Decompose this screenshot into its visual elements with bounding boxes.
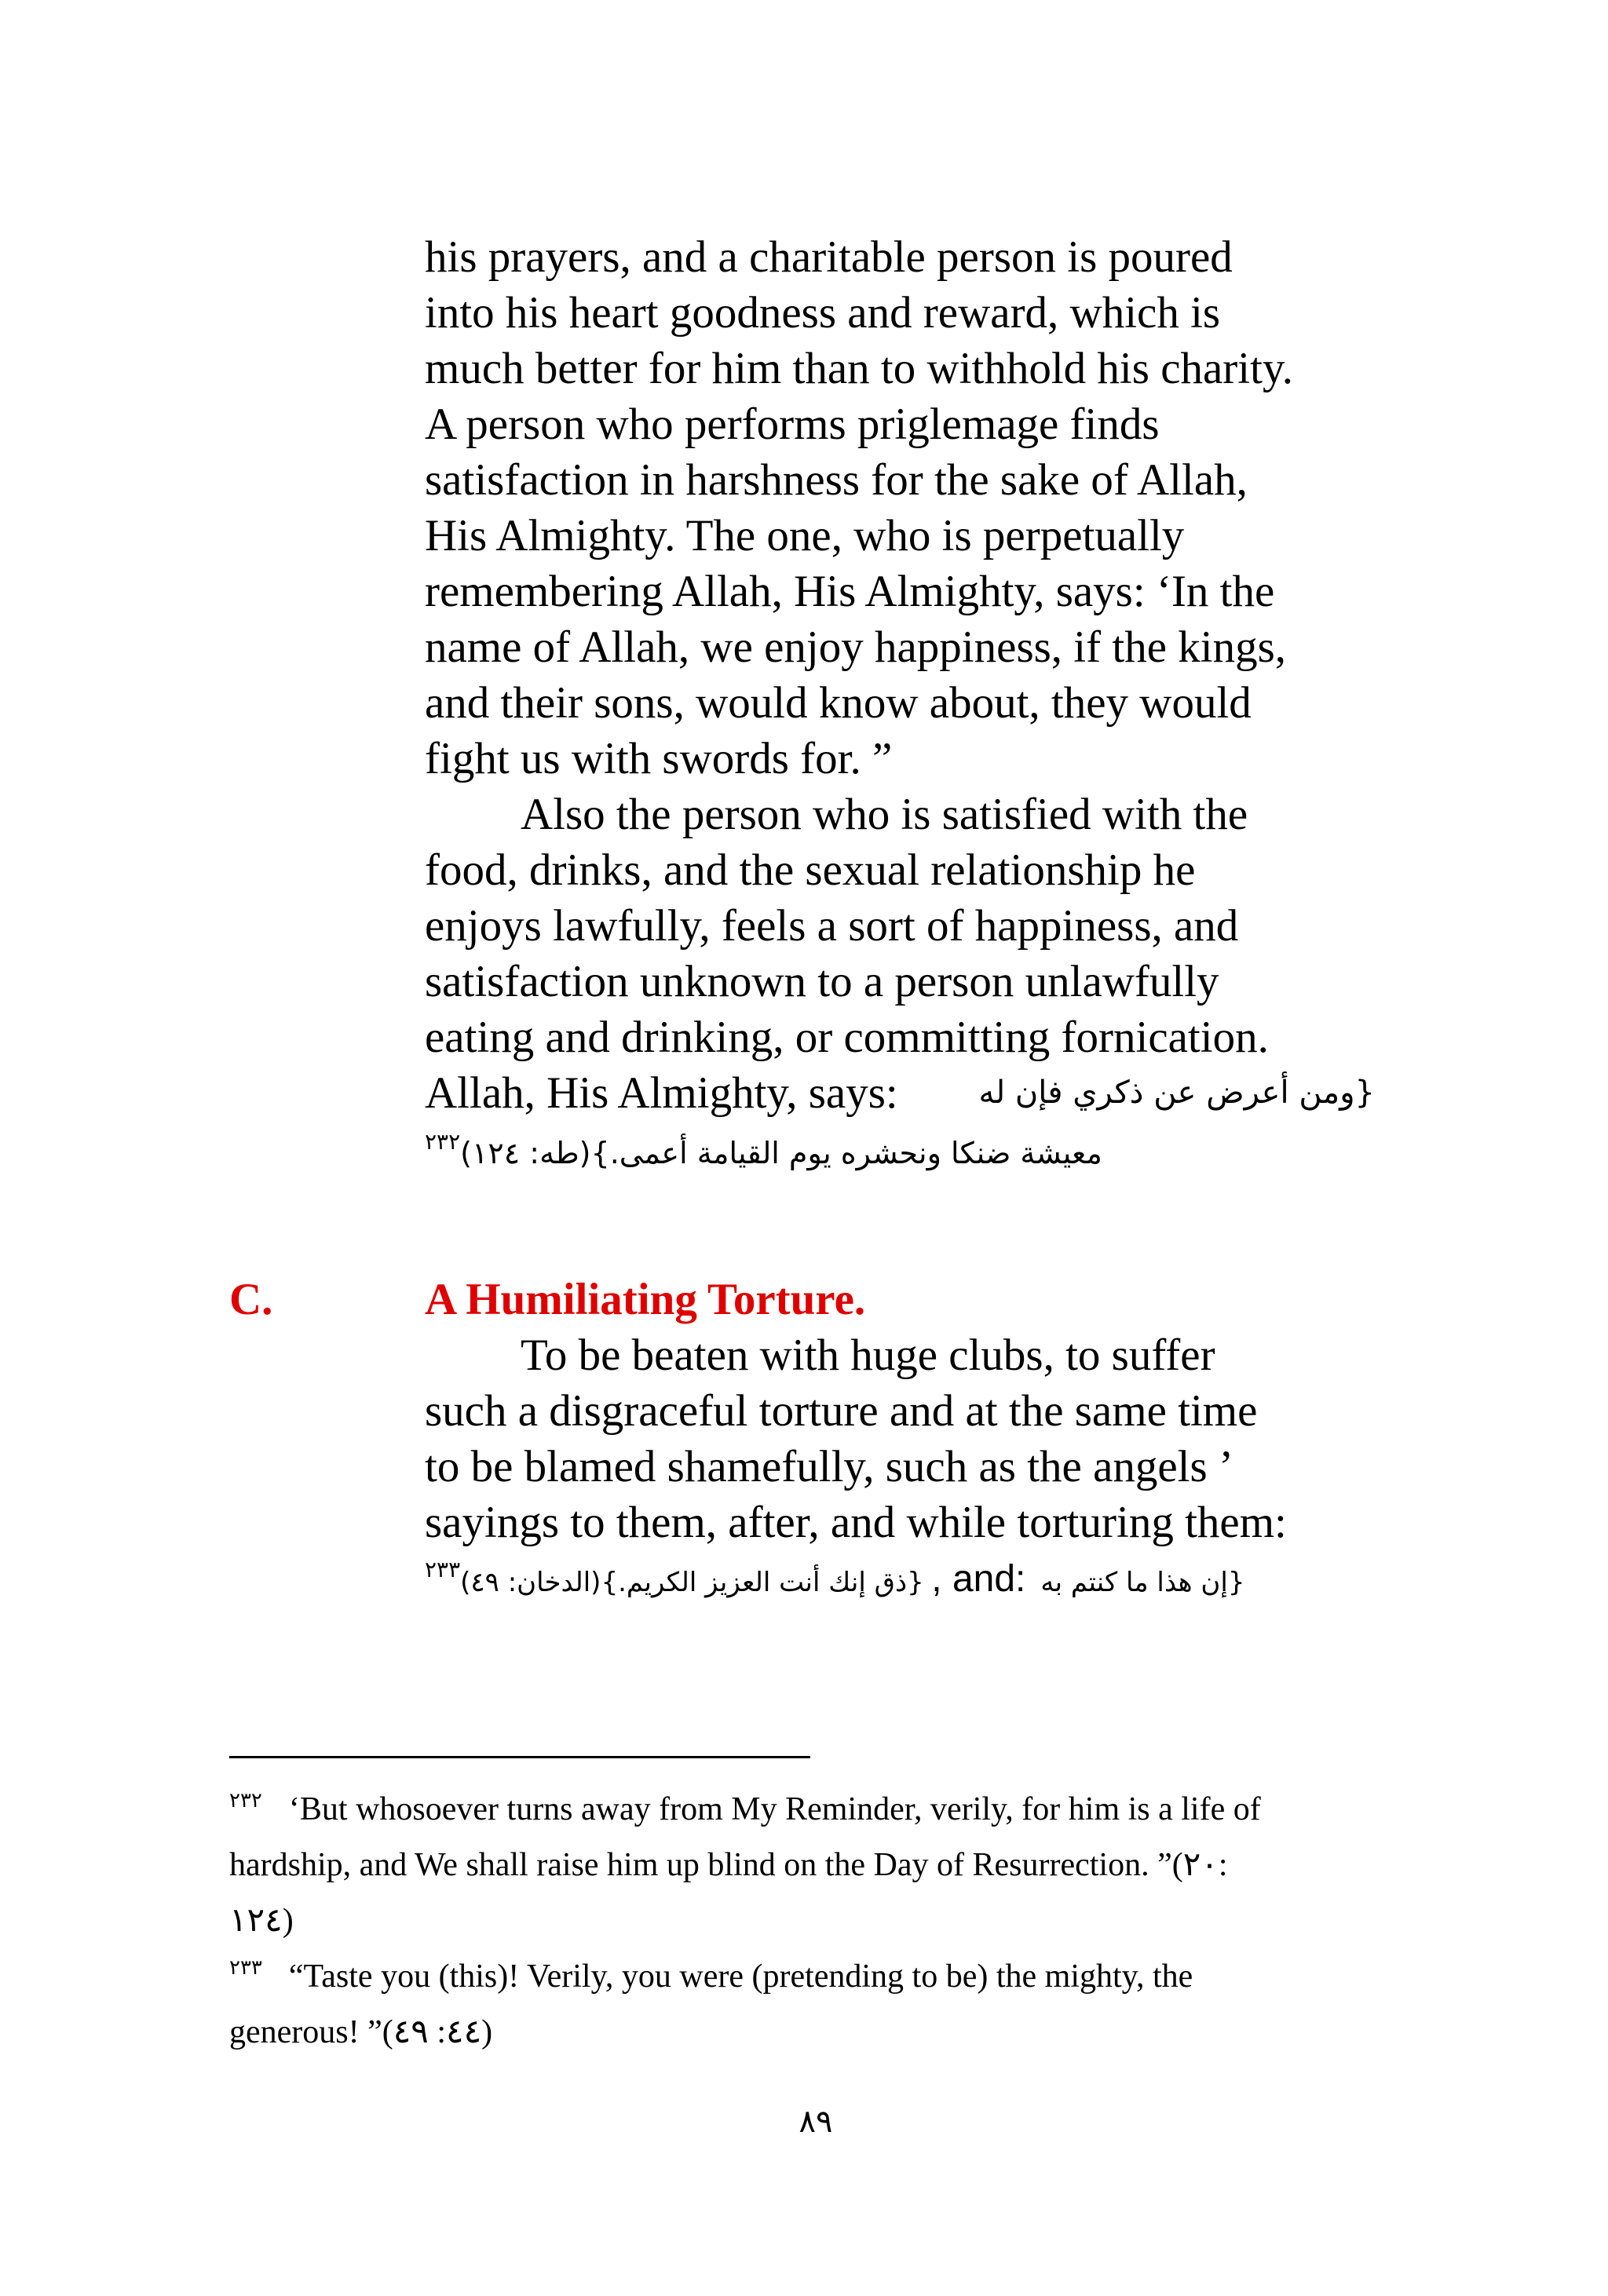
text-line: His Almighty. The one, who is perpetually [425, 511, 1185, 560]
arabic-verse-part2: معيشة ضنكا ونحشره يوم القيامة أعمى.}(طه: ١٢٤) [460, 1136, 1102, 1170]
text-line: food, drinks, and the sexual relationship he [425, 845, 1196, 895]
text-line: To be beaten with huge clubs, to suffer [521, 1331, 1215, 1380]
verse-connector: , and: [931, 1558, 1026, 1600]
text-line: satisfaction unknown to a person unlawfully [425, 957, 1219, 1006]
arabic-verse-left: {ذق إنك أنت العزيز الكريم.}(الدخان: ٤٩) [460, 1567, 924, 1598]
text-line: his prayers, and a charitable person is poured [425, 232, 1233, 282]
footnote-line: ١٢٤) [229, 1903, 294, 1939]
footnote-number: ٢٣٣ [229, 1956, 262, 1979]
main-text-block [425, 229, 1391, 1185]
footnote-line: generous! ”(٤٤: ٤٩) [229, 2014, 493, 2050]
footnote-line: hardship, and We shall raise him up blind on the Day of Resurrection. ”(٢٠: [229, 1847, 1228, 1883]
mixed-verse-line [425, 1550, 1391, 1612]
arabic-verse-part1: {ومن أعرض عن ذكري فإن له [978, 1075, 1375, 1111]
text-line: such a disgraceful torture and at the same time [425, 1386, 1258, 1436]
text-line: name of Allah, we enjoy happiness, if the kings, [425, 622, 1287, 672]
section-text-block [425, 1327, 1391, 1612]
footnote-text: ‘But whosoever turns away from My Reminder, verily, for him is a life of [288, 1791, 1261, 1827]
text-line: satisfaction in harshness for the sake of Allah, [425, 455, 1248, 505]
text-line: fight us with swords for. ” [425, 734, 893, 783]
footnote-line [229, 1782, 1368, 1838]
footnote-number: ٢٣٢ [229, 1789, 262, 1812]
text-line: Also the person who is satisfied with the [521, 790, 1248, 839]
text-line: eating and drinking, or committing fornication. [425, 1013, 1269, 1062]
text-line: into his heart goodness and reward, which is [425, 288, 1221, 338]
text-line: A person who performs priglemage finds [425, 400, 1160, 449]
verse-intro-line [425, 1065, 1391, 1121]
text-line: sayings to them, after, and while torturing them: [425, 1498, 1287, 1547]
section-title: A Humiliating Torture. [425, 1275, 866, 1324]
arabic-verse-right: {إن هذا ما كنتم به [1040, 1567, 1245, 1598]
footnote-ref[interactable]: ٢٣٢ [425, 1129, 461, 1155]
footnote-text: “Taste you (this)! Verily, you were (pretending to be) the mighty, the [288, 1958, 1193, 1995]
text-line: to be blamed shamefully, such as the angels ’ [425, 1442, 1233, 1491]
text-line: remembering Allah, His Almighty, says: ‘In the [425, 567, 1275, 616]
page-number: ٨٩ [799, 2104, 833, 2140]
text-line: enjoys lawfully, feels a sort of happiness, and [425, 901, 1239, 951]
section-letter: C. [229, 1275, 273, 1324]
text-line: much better for him than to withhold his charity. [425, 344, 1293, 393]
footnote-separator [229, 1756, 810, 1758]
footnote-line [229, 1949, 1368, 2005]
verse-intro: Allah, His Almighty, says: [425, 1068, 898, 1118]
text-line: and their sons, would know about, they would [425, 678, 1252, 728]
verse-line-2 [425, 1121, 1210, 1185]
footnotes [229, 1782, 1368, 2061]
footnote-ref[interactable]: ٢٣٣ [425, 1558, 461, 1582]
